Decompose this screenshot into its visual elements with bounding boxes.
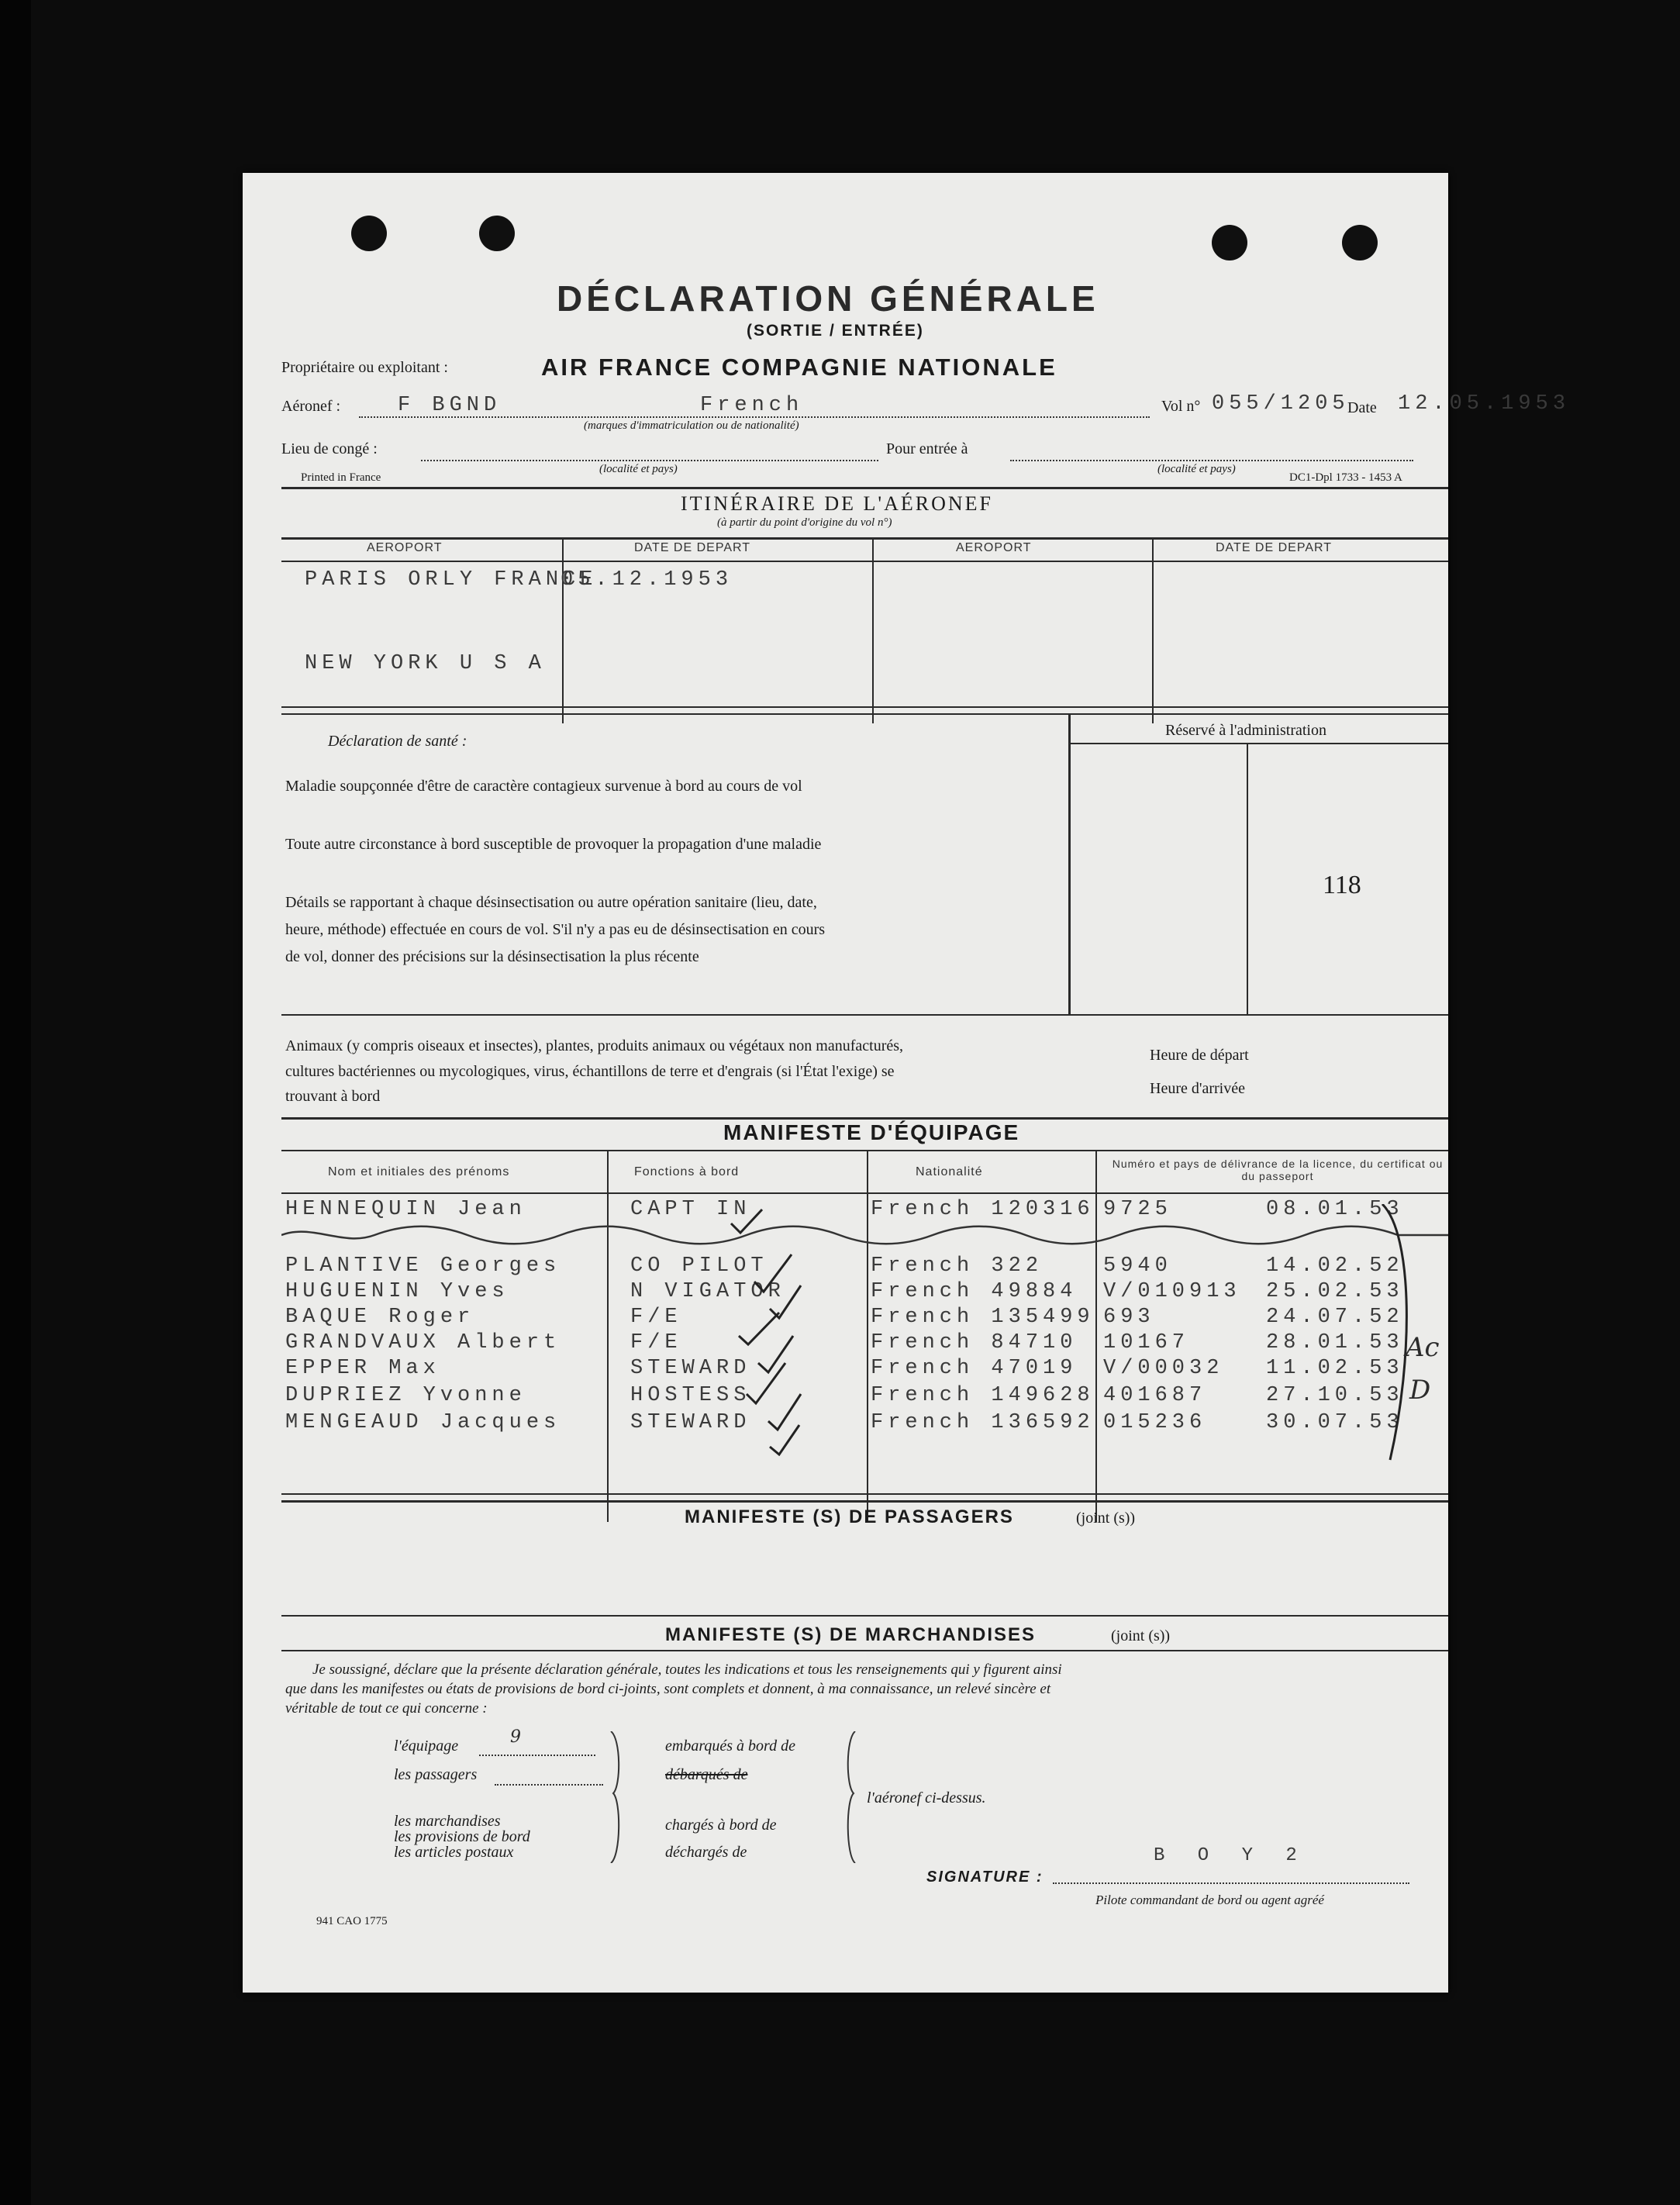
crew-count-value: 9 bbox=[510, 1727, 521, 1747]
printed-note: Printed in France bbox=[301, 471, 381, 484]
arrival-time-label: Heure d'arrivée bbox=[1150, 1080, 1245, 1097]
disembarked-label: débarqués de bbox=[665, 1766, 748, 1783]
crew-license-date: 30.07.53 bbox=[1266, 1411, 1404, 1434]
crew-name: PLANTIVE Georges bbox=[285, 1254, 561, 1278]
aircraft-label: Aéronef : bbox=[281, 398, 341, 415]
date-label: Date bbox=[1347, 399, 1377, 416]
crew-header-function: Fonctions à bord bbox=[634, 1165, 740, 1178]
health-line-5: de vol, donner des précisions sur la désinsectisation la plus récente bbox=[285, 948, 699, 965]
admin-stamp-number: 118 bbox=[1323, 871, 1361, 899]
crew-name: BAQUE Roger bbox=[285, 1306, 475, 1329]
itinerary-airport-1: PARIS ORLY FRANCE bbox=[305, 568, 598, 592]
cargo-title: MANIFESTE (S) DE MARCHANDISES bbox=[665, 1624, 1037, 1645]
admin-inner-rule bbox=[1247, 743, 1248, 1016]
entry-line bbox=[1010, 460, 1413, 461]
crew-function: CO PILOT bbox=[630, 1254, 768, 1278]
health-line-2: Toute autre circonstance à bord susceptible de provoquer la propagation d'une maladie bbox=[285, 836, 822, 853]
admin-title: Réservé à l'administration bbox=[1165, 722, 1326, 739]
margin-note-1: Ac bbox=[1406, 1332, 1440, 1363]
form-number: 941 CAO 1775 bbox=[316, 1915, 388, 1927]
crew-nationality: French 322 bbox=[871, 1254, 1044, 1278]
crew-license-date: 27.10.53 bbox=[1266, 1384, 1404, 1407]
crew-license-date: 08.01.53 bbox=[1266, 1198, 1404, 1221]
crew-name: MENGEAUD Jacques bbox=[285, 1411, 561, 1434]
crew-function: HOSTESS bbox=[630, 1384, 751, 1407]
crew-bottom-rule-double bbox=[281, 1500, 1448, 1503]
itinerary-date-1: 05.12.1953 bbox=[561, 568, 733, 592]
form-subtitle: (SORTIE / ENTRÉE) bbox=[747, 322, 924, 340]
health-line-1: Maladie soupçonnée d'être de caractère contagieux survenue à bord au cours de vol bbox=[285, 778, 802, 795]
itinerary-bottom-rule bbox=[281, 713, 1448, 715]
signature-value: B O Y 2 bbox=[1154, 1845, 1308, 1866]
entry-label: Pour entrée à bbox=[886, 440, 968, 457]
signatory-caption: Pilote commandant de bord ou agent agréé bbox=[1095, 1893, 1324, 1907]
itinerary-header-date-1: DATE DE DEPART bbox=[634, 541, 751, 554]
animals-line-2: cultures bactériennes ou mycologiques, virus, échantillons de terre et d'engrais (si l'État l'exige) se bbox=[285, 1063, 895, 1080]
crew-function: N VIGATOR bbox=[630, 1280, 785, 1303]
itinerary-title: ITINÉRAIRE DE L'AÉRONEF bbox=[681, 492, 993, 515]
admin-bottom-rule bbox=[1071, 1014, 1448, 1016]
locality-caption: (localité et pays) bbox=[599, 463, 678, 475]
mail-label: les articles postaux bbox=[394, 1844, 514, 1861]
cargo-rule bbox=[281, 1650, 1448, 1651]
health-line-4: heure, méthode) effectuée en cours de vol. S'il n'y a pas eu de désinsectisation en cours bbox=[285, 921, 826, 938]
passengers-count-line bbox=[495, 1784, 603, 1786]
punch-hole bbox=[479, 216, 515, 251]
crew-function: STEWARD bbox=[630, 1357, 751, 1380]
margin-note-2: D bbox=[1409, 1375, 1431, 1406]
flight-label: Vol n° bbox=[1161, 398, 1201, 415]
itinerary-header-airport-1: AEROPORT bbox=[367, 541, 443, 554]
crew-wavy-divider bbox=[281, 1223, 1448, 1247]
itinerary-top-rule bbox=[281, 537, 1448, 540]
crew-license-date: 14.02.52 bbox=[1266, 1254, 1404, 1278]
crew-license-date: 24.07.52 bbox=[1266, 1306, 1404, 1329]
punch-hole bbox=[1342, 225, 1378, 261]
loaded-label: chargés à bord de bbox=[665, 1817, 777, 1834]
crew-nationality: French 120316 bbox=[871, 1198, 1095, 1221]
crew-header-name: Nom et initiales des prénoms bbox=[328, 1165, 510, 1178]
crew-col-divider bbox=[1095, 1150, 1097, 1522]
passengers-count-label: les passagers bbox=[394, 1766, 478, 1783]
itinerary-header-airport-2: AEROPORT bbox=[956, 541, 1032, 554]
film-border bbox=[0, 0, 31, 2205]
crew-function: F/E bbox=[630, 1331, 682, 1354]
crew-nationality: French 135499 bbox=[871, 1306, 1095, 1329]
crew-count-label: l'équipage bbox=[394, 1737, 459, 1755]
punch-hole bbox=[351, 216, 387, 251]
itinerary-head-rule bbox=[281, 561, 1448, 562]
crew-nationality: French 136592 bbox=[871, 1411, 1095, 1434]
aircraft-caption: (marques d'immatriculation ou de nationalité) bbox=[584, 419, 799, 432]
departure-place-label: Lieu de congé : bbox=[281, 440, 378, 457]
passengers-rule bbox=[281, 1615, 1448, 1617]
crew-license-date: 25.02.53 bbox=[1266, 1280, 1404, 1303]
crew-license-date: 28.01.53 bbox=[1266, 1331, 1404, 1354]
goods-label: les marchandises bbox=[394, 1813, 501, 1830]
crew-name: GRANDVAUX Albert bbox=[285, 1331, 561, 1354]
aircraft-nationality: French bbox=[700, 394, 804, 417]
signature-label: SIGNATURE : bbox=[926, 1869, 1044, 1886]
crew-license: 10167 bbox=[1103, 1331, 1190, 1354]
crew-head-rule bbox=[281, 1192, 1448, 1194]
itinerary-col-divider bbox=[1152, 537, 1154, 723]
crew-header-license: Numéro et pays de délivrance de la licence, du certificat ou du passeport bbox=[1112, 1158, 1444, 1182]
health-box-rule bbox=[281, 1014, 1068, 1016]
admin-divider bbox=[1071, 743, 1448, 744]
itinerary-header-date-2: DATE DE DEPART bbox=[1216, 541, 1333, 554]
crew-license: V/010913 bbox=[1103, 1280, 1241, 1303]
crew-name: DUPRIEZ Yvonne bbox=[285, 1384, 526, 1407]
signature-line bbox=[1053, 1882, 1409, 1884]
departure-place-line bbox=[421, 460, 878, 461]
unloaded-label: déchargés de bbox=[665, 1844, 747, 1861]
cargo-joint: (joint (s)) bbox=[1111, 1627, 1171, 1644]
crew-license: 015236 bbox=[1103, 1411, 1207, 1434]
provisions-label: les provisions de bord bbox=[394, 1828, 530, 1845]
crew-nationality: French 47019 bbox=[871, 1357, 1078, 1380]
aircraft-above-label: l'aéronef ci-dessus. bbox=[867, 1789, 986, 1806]
embarked-label: embarqués à bord de bbox=[665, 1737, 795, 1755]
health-line-3: Détails se rapportant à chaque désinsectisation ou autre opération sanitaire (lieu, date, bbox=[285, 894, 817, 911]
crew-title: MANIFESTE D'ÉQUIPAGE bbox=[723, 1120, 1020, 1144]
crew-license: V/00032 bbox=[1103, 1357, 1224, 1380]
aircraft-line bbox=[359, 416, 1150, 418]
crew-header-nationality: Nationalité bbox=[916, 1165, 983, 1178]
itinerary-bottom-rule bbox=[281, 706, 1448, 708]
crew-nationality: French 49884 bbox=[871, 1280, 1078, 1303]
departure-time-label: Heure de départ bbox=[1150, 1047, 1249, 1064]
crew-nationality: French 84710 bbox=[871, 1331, 1078, 1354]
crew-license: 9725 bbox=[1103, 1198, 1172, 1221]
itinerary-caption: (à partir du point d'origine du vol n°) bbox=[717, 516, 892, 529]
admin-left-rule bbox=[1068, 713, 1071, 1016]
flight-date: 12.05.1953 bbox=[1398, 392, 1571, 416]
passengers-joint: (joint (s)) bbox=[1076, 1510, 1136, 1527]
brace-left bbox=[607, 1731, 630, 1863]
header-rule bbox=[281, 487, 1448, 489]
crew-license: 401687 bbox=[1103, 1384, 1207, 1407]
certification-line-1: Je soussigné, déclare que la présente déclaration générale, toutes les indications et tous les renseignements qui y figurent ainsi bbox=[312, 1662, 1062, 1678]
crew-name: HUGUENIN Yves bbox=[285, 1280, 509, 1303]
crew-name: EPPER Max bbox=[285, 1357, 440, 1380]
crew-function: CAPT IN bbox=[630, 1198, 751, 1221]
certification-line-3: véritable de tout ce qui concerne : bbox=[285, 1700, 488, 1717]
crew-count-line bbox=[479, 1755, 595, 1756]
locality-caption-right: (localité et pays) bbox=[1157, 463, 1236, 475]
brace-right bbox=[840, 1731, 863, 1863]
operator-label: Propriétaire ou exploitant : bbox=[281, 359, 448, 376]
flight-number: 055/1205 bbox=[1212, 392, 1350, 416]
crew-bottom-rule bbox=[281, 1493, 1448, 1495]
crew-col-divider bbox=[607, 1150, 609, 1522]
crew-nationality: French 149628 bbox=[871, 1384, 1095, 1407]
check-marks bbox=[723, 1177, 840, 1456]
itinerary-col-divider bbox=[562, 537, 564, 723]
crew-function: STEWARD bbox=[630, 1411, 751, 1434]
crew-license: 693 bbox=[1103, 1306, 1155, 1329]
crew-top-rule bbox=[281, 1150, 1448, 1151]
form-title: DÉCLARATION GÉNÉRALE bbox=[557, 278, 1099, 319]
crew-name: HENNEQUIN Jean bbox=[285, 1198, 526, 1221]
punch-hole bbox=[1212, 225, 1247, 261]
animals-line-3: trouvant à bord bbox=[285, 1088, 381, 1105]
aircraft-registration: F BGND bbox=[398, 394, 502, 417]
health-title: Déclaration de santé : bbox=[328, 733, 467, 750]
declaration-form bbox=[243, 173, 1571, 1993]
itinerary-airport-2: NEW YORK U S A bbox=[305, 652, 546, 675]
crew-col-divider bbox=[867, 1150, 868, 1522]
animals-line-1: Animaux (y compris oiseaux et insectes), plantes, produits animaux ou végétaux non manufacturés, bbox=[285, 1037, 904, 1054]
passengers-title: MANIFESTE (S) DE PASSAGERS bbox=[685, 1506, 1014, 1527]
certification-line-2: que dans les manifestes ou états de provisions de bord ci-joints, sont complets et donnent, à ma connaissance, un relevé sincère et bbox=[285, 1681, 1051, 1697]
operator-value: AIR FRANCE COMPAGNIE NATIONALE bbox=[541, 354, 1057, 381]
crew-license-date: 11.02.53 bbox=[1266, 1357, 1404, 1380]
form-code: DC1-Dpl 1733 - 1453 A bbox=[1289, 471, 1402, 484]
animals-bottom-rule bbox=[281, 1117, 1448, 1120]
crew-license: 5940 bbox=[1103, 1254, 1172, 1278]
crew-function: F/E bbox=[630, 1306, 682, 1329]
itinerary-col-divider bbox=[872, 537, 874, 723]
